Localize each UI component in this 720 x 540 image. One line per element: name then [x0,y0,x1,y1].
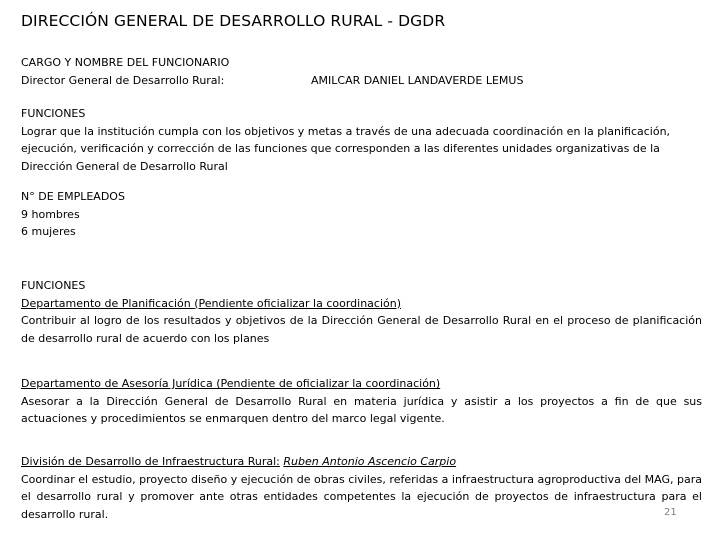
funciones-line-2: ejecución, verificación y corrección de las funciones que corresponden a las diferentes unidades organizativas de la [21,142,660,155]
asesoria-text: Asesorar a la Dirección General de Desarrollo Rural en materia jurídica y asistir a los proyectos a fin de que sus actuaciones y procedimientos se enmarquen dentro del marco legal vigente. [21,394,702,425]
planificacion-text: Contribuir al logro de los resultados y objetivos de la Dirección General de Desarrollo Rural en el proceso de planificación de desarrollo rural de acuerdo con los planes [21,314,702,345]
funciones2-heading: FUNCIONES [21,279,86,292]
asesoria-section [21,375,440,393]
cargo-section [21,54,701,89]
funciones-line-3: Dirección General de Desarrollo Rural [21,159,228,173]
funciones-heading: FUNCIONES [21,107,86,120]
empleados-section [21,188,125,241]
cargo-heading: CARGO Y NOMBRE DEL FUNCIONARIO [21,56,230,69]
page-title: DIRECCIÓN GENERAL DE DESARROLLO RURAL - DGDR [21,12,446,30]
cargo-role: Director General de Desarrollo Rural: [21,73,225,87]
infraestructura-section [21,453,456,471]
planificacion-title: Departamento de Planificación (Pendiente oficializar la coordinación) [21,296,402,310]
infraestructura-title: División de Desarrollo de Infraestructura Rural: [21,455,280,468]
infraestructura-person: Ruben Antonio Ascencio Carpio [283,455,457,468]
infraestructura-text: Coordinar el estudio, proyecto diseño y ejecución de obras civiles, referidas a infraestructura agroproductiva del MAG, para el desarrollo rural y promover ante otras entidades competentes la ejecución de proyectos de infraestructura para el desarrollo rural. [21,472,702,521]
empleados-men: 9 hombres [21,207,80,221]
page-number: 21 [664,507,677,518]
asesoria-title: Departamento de Asesoría Jurídica (Pendiente de oficializar la coordinación) [21,377,441,390]
empleados-heading: N° DE EMPLEADOS [21,190,125,203]
funciones2-section [21,277,401,312]
empleados-women: 6 mujeres [21,225,76,238]
official-name: AMILCAR DANIEL LANDAVERDE LEMUS [311,73,524,87]
funciones-line-1: Lograr que la institución cumpla con los objetivos y metas a través de una adecuada coordinación en la planificación, [21,124,671,138]
funciones-section [21,105,670,175]
